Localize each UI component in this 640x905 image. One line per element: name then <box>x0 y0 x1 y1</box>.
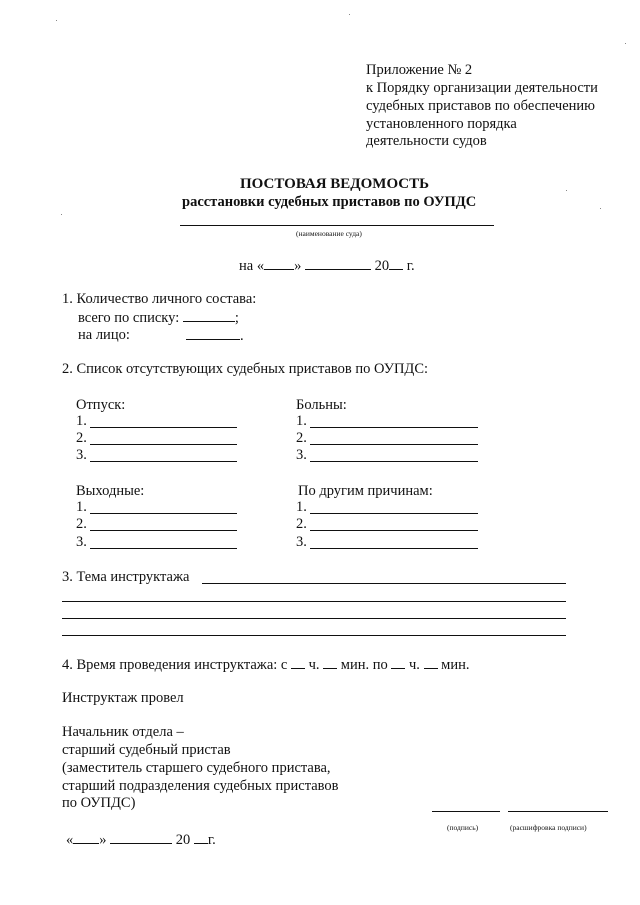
sick-num-3: 3. <box>296 447 307 463</box>
vacation-field-1[interactable] <box>90 427 237 428</box>
vacation-num-1: 1. <box>76 413 87 429</box>
footer-date-month[interactable] <box>110 831 172 844</box>
by-list-semicolon: ; <box>234 310 239 326</box>
footer-date-year-field[interactable] <box>194 831 208 844</box>
topic-field-2[interactable] <box>62 601 566 602</box>
present-label: на лицо: <box>78 327 130 343</box>
days-off-num-1: 1. <box>76 499 87 515</box>
decoding-caption: (расшифровка подписи) <box>510 823 587 832</box>
other-field-2[interactable] <box>310 530 478 531</box>
days-off-num-3: 3. <box>76 534 87 550</box>
date-year-field[interactable] <box>389 257 403 270</box>
date-day-field[interactable] <box>264 257 294 270</box>
date-close-quote: » <box>294 258 302 274</box>
days-off-label: Выходные: <box>76 483 145 499</box>
appendix-line-3: установленного порядка <box>366 116 517 132</box>
footer-date-g: г. <box>207 832 216 848</box>
time-to-minutes[interactable] <box>424 656 438 669</box>
signature-caption: (подпись) <box>447 823 479 832</box>
scan-speck <box>61 214 62 215</box>
by-list-field[interactable] <box>183 309 235 322</box>
vacation-num-2: 2. <box>76 430 87 446</box>
appendix-line-1: к Порядку организации деятельности <box>366 80 598 96</box>
court-name-caption: (наименование суда) <box>296 229 362 238</box>
footer-date <box>66 831 216 849</box>
vacation-field-2[interactable] <box>90 444 237 445</box>
days-off-field-2[interactable] <box>90 530 237 531</box>
document-subtitle: расстановки судебных приставов по ОУПДС <box>182 194 477 210</box>
briefing-conducted: Инструктаж провел <box>62 690 184 706</box>
by-list-label: всего по списку: <box>78 310 180 326</box>
footer-date-day[interactable] <box>73 831 99 844</box>
other-field-3[interactable] <box>310 548 478 549</box>
sick-field-2[interactable] <box>310 444 478 445</box>
present-field[interactable] <box>186 327 240 340</box>
other-num-2: 2. <box>296 516 307 532</box>
topic-field-3[interactable] <box>62 618 566 619</box>
days-off-field-3[interactable] <box>90 548 237 549</box>
time-to-label: мин. по <box>340 657 388 673</box>
footer-date-open: « <box>66 832 74 848</box>
topic-field-1[interactable] <box>202 583 566 584</box>
appendix-line-2: судебных приставов по обеспечению <box>366 98 595 114</box>
date-month-field[interactable] <box>305 257 371 270</box>
signature-field[interactable] <box>432 811 500 812</box>
date-year-suffix: г. <box>406 258 415 274</box>
other-reasons-label: По другим причинам: <box>298 483 433 499</box>
sick-num-2: 2. <box>296 430 307 446</box>
position-line-2: старший судебный пристав <box>62 742 231 758</box>
sick-num-1: 1. <box>296 413 307 429</box>
days-off-field-1[interactable] <box>90 513 237 514</box>
section1-heading: 1. Количество личного состава: <box>62 291 257 307</box>
vacation-label: Отпуск: <box>76 397 126 413</box>
time-from-hours[interactable] <box>291 656 305 669</box>
other-num-3: 3. <box>296 534 307 550</box>
vacation-num-3: 3. <box>76 447 87 463</box>
position-line-5: по ОУПДС) <box>62 795 136 811</box>
document-title: ПОСТОВАЯ ВЕДОМОСТЬ <box>240 176 430 192</box>
position-line-4: старший подразделения судебных приставов <box>62 778 339 794</box>
time-from-minutes[interactable] <box>323 656 337 669</box>
position-line-3: (заместитель старшего судебного пристава, <box>62 760 331 776</box>
vacation-field-3[interactable] <box>90 461 237 462</box>
scan-speck <box>349 14 350 15</box>
appendix-line-4: деятельности судов <box>366 133 487 149</box>
date-year-prefix: 20 <box>374 258 390 274</box>
section2-heading: 2. Список отсутствующих судебных приставов по ОУПДС: <box>62 361 429 377</box>
scan-speck <box>625 43 626 44</box>
court-name-line[interactable] <box>180 225 494 226</box>
sick-label: Больны: <box>296 397 347 413</box>
footer-date-close: » <box>99 832 107 848</box>
sick-field-1[interactable] <box>310 427 478 428</box>
scan-speck <box>566 190 567 191</box>
present-period: . <box>240 328 244 344</box>
other-num-1: 1. <box>296 499 307 515</box>
section1-present <box>186 327 244 345</box>
signature-decoding-field[interactable] <box>508 811 608 812</box>
date-prefix: на « <box>239 258 265 274</box>
time-to-hours[interactable] <box>391 656 405 669</box>
time-from-label: 4. Время проведения инструктажа: с <box>62 657 288 673</box>
footer-date-year: 20 <box>175 832 191 848</box>
time-minutes-label-2: мин. <box>441 657 470 673</box>
position-line-1: Начальник отдела – <box>62 724 184 740</box>
time-hours-label: ч. <box>308 657 320 673</box>
date-line <box>239 257 415 275</box>
topic-field-4[interactable] <box>62 635 566 636</box>
other-field-1[interactable] <box>310 513 478 514</box>
days-off-num-2: 2. <box>76 516 87 532</box>
sick-field-3[interactable] <box>310 461 478 462</box>
section1-by-list <box>78 309 239 327</box>
scan-speck <box>600 208 601 209</box>
time-hours-label-2: ч. <box>409 657 420 673</box>
section4-time <box>62 656 470 674</box>
appendix-number: Приложение № 2 <box>366 62 473 78</box>
section3-heading: 3. Тема инструктажа <box>62 569 190 585</box>
scan-speck <box>56 20 57 21</box>
